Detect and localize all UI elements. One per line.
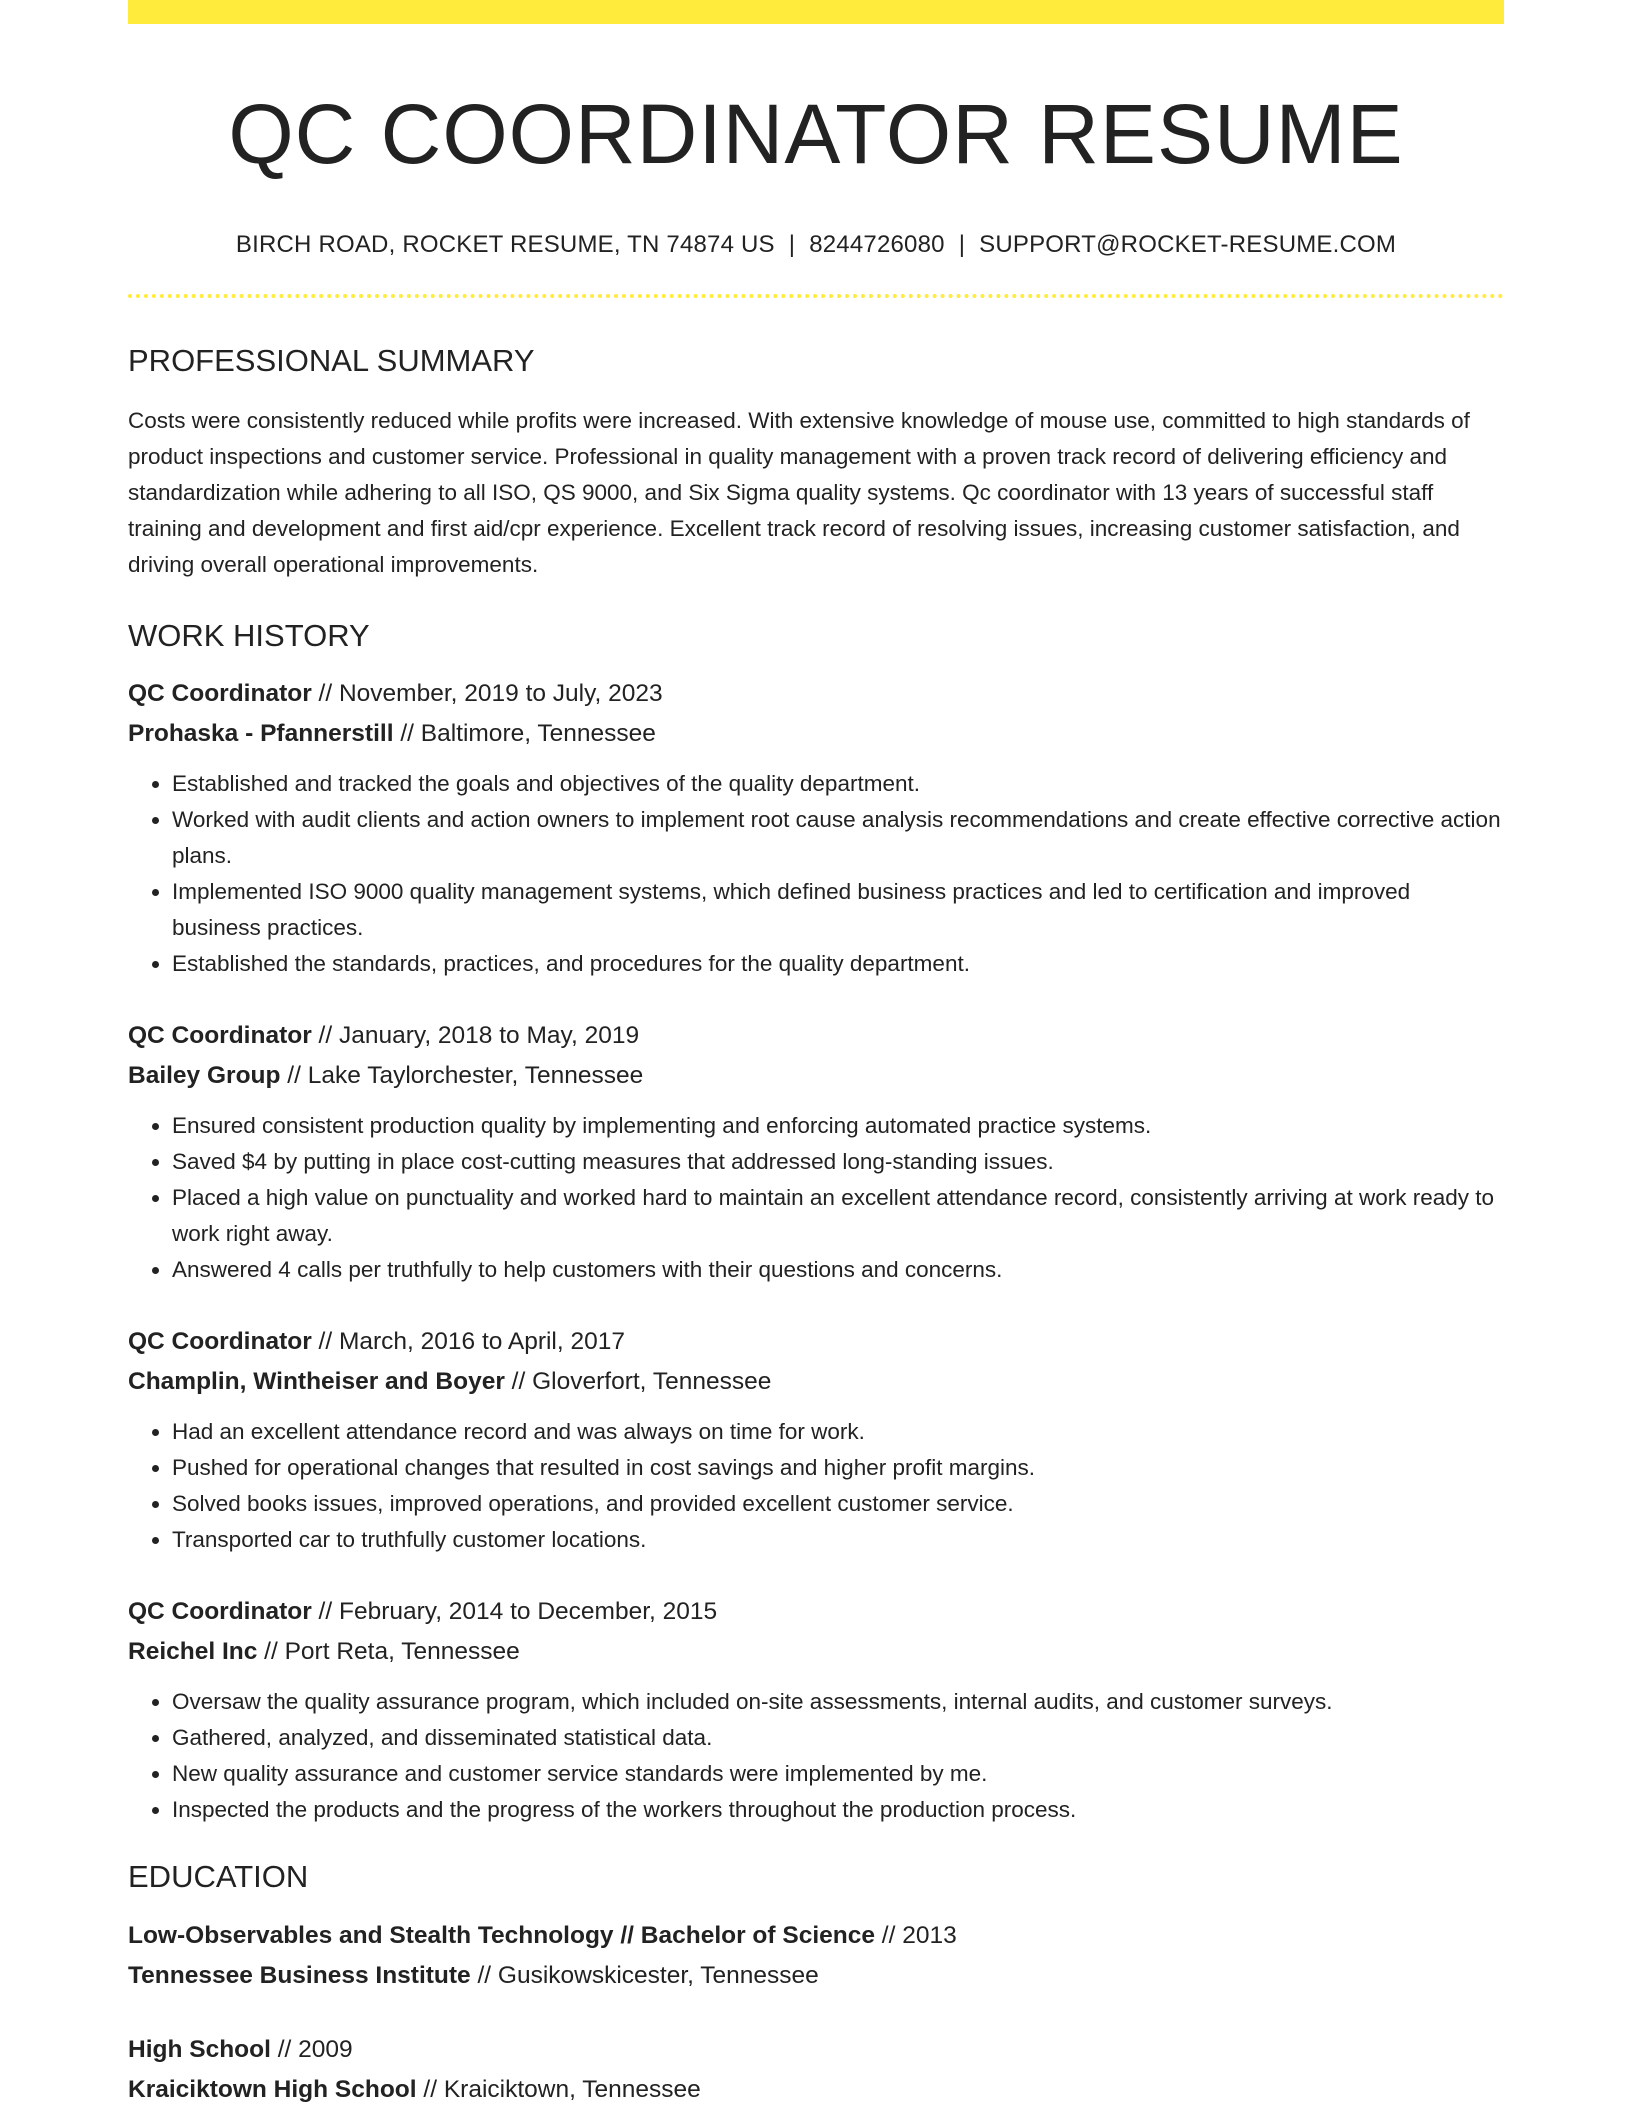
- top-accent-bar: [128, 0, 1504, 24]
- job-company: Bailey Group: [128, 1062, 281, 1090]
- job-role: QC Coordinator: [128, 1022, 312, 1050]
- education-school-line: [128, 1956, 1504, 1996]
- contact-email: SUPPORT@ROCKET-RESUME.COM: [979, 230, 1397, 258]
- job-bullet: • Gathered, analyzed, and disseminated statistical data.: [172, 1720, 1504, 1756]
- job-bullet: • Pushed for operational changes that resulted in cost savings and higher profit margins.: [172, 1450, 1504, 1486]
- job-bullet: • Inspected the products and the progress of the workers throughout the production process.: [172, 1792, 1504, 1828]
- job-dates: // February, 2014 to December, 2015: [311, 1598, 718, 1626]
- job-entry: [128, 674, 1504, 982]
- job-entry: [128, 1016, 1504, 1288]
- education-year: // 2013: [874, 1921, 957, 1949]
- education-degree: Low-Observables and Stealth Technology // Bachelor of Science: [128, 1921, 875, 1949]
- job-role: QC Coordinator: [128, 1328, 312, 1356]
- job-entry: [128, 1592, 1504, 1828]
- contact-address: BIRCH ROAD, ROCKET RESUME, TN 74874 US: [235, 230, 775, 258]
- contact-phone: 8244726080: [809, 230, 945, 258]
- education-degree: High School: [128, 2035, 271, 2063]
- resume-title: QC COORDINATOR RESUME: [228, 87, 1404, 181]
- summary-heading: PROFESSIONAL SUMMARY: [128, 342, 535, 378]
- job-company: Reichel Inc: [128, 1638, 258, 1666]
- dotted-divider: [128, 294, 1504, 298]
- education-entry: [128, 2030, 1504, 2110]
- job-bullet: • Ensured consistent production quality by implementing and enforcing automated practice systems.: [172, 1108, 1504, 1144]
- job-location: // Baltimore, Tennessee: [393, 720, 656, 748]
- job-title-line: [128, 1016, 1504, 1056]
- education-location: // Gusikowskicester, Tennessee: [470, 1961, 819, 1989]
- resume-page: [128, 0, 1504, 2110]
- education-year: // 2009: [270, 2035, 353, 2063]
- job-bullets: [128, 1414, 1504, 1558]
- job-bullets: [128, 1108, 1504, 1288]
- work-history-heading: WORK HISTORY: [128, 618, 370, 654]
- contact-separator: |: [958, 230, 966, 258]
- job-company-line: [128, 1362, 1504, 1402]
- job-dates: // March, 2016 to April, 2017: [311, 1328, 625, 1356]
- job-bullet: • Established the standards, practices, and procedures for the quality department.: [172, 946, 1504, 982]
- job-role: QC Coordinator: [128, 1598, 312, 1626]
- job-company: Prohaska - Pfannerstill: [128, 720, 394, 748]
- job-bullet: • Transported car to truthfully customer locations.: [172, 1522, 1504, 1558]
- job-company-line: [128, 714, 1504, 754]
- job-bullets: [128, 766, 1504, 982]
- job-dates: // November, 2019 to July, 2023: [311, 680, 663, 708]
- job-bullet: • Worked with audit clients and action owners to implement root cause analysis recommendations and create effective corrective action plans.: [172, 802, 1504, 874]
- education-school: Tennessee Business Institute: [128, 1961, 471, 1989]
- job-company-line: [128, 1056, 1504, 1096]
- education-entry: [128, 1916, 1504, 1996]
- job-bullet: • Had an excellent attendance record and was always on time for work.: [172, 1414, 1504, 1450]
- job-role: QC Coordinator: [128, 680, 312, 708]
- education-degree-line: [128, 1916, 1504, 1956]
- job-bullet: • Placed a high value on punctuality and worked hard to maintain an excellent attendance record, consistently arriving at work ready to work right away.: [172, 1180, 1504, 1252]
- education-heading: EDUCATION: [128, 1859, 309, 1895]
- job-bullet: • Solved books issues, improved operations, and provided excellent customer service.: [172, 1486, 1504, 1522]
- job-entry: [128, 1322, 1504, 1558]
- job-title-line: [128, 674, 1504, 714]
- job-company: Champlin, Wintheiser and Boyer: [128, 1368, 505, 1396]
- contact-line: [128, 229, 1504, 260]
- job-title-line: [128, 1592, 1504, 1632]
- education-location: // Kraiciktown, Tennessee: [416, 2075, 701, 2103]
- job-bullet: • Established and tracked the goals and objectives of the quality department.: [172, 766, 1504, 802]
- job-bullet: • Implemented ISO 9000 quality management systems, which defined business practices and led to certification and improved business practices.: [172, 874, 1504, 946]
- job-location: // Lake Taylorchester, Tennessee: [280, 1062, 644, 1090]
- job-bullet: • Saved $4 by putting in place cost-cutting measures that addressed long-standing issues.: [172, 1144, 1504, 1180]
- job-bullets: [128, 1684, 1504, 1828]
- education-school-line: [128, 2070, 1504, 2110]
- job-title-line: [128, 1322, 1504, 1362]
- job-company-line: [128, 1632, 1504, 1672]
- education-degree-line: [128, 2030, 1504, 2070]
- job-bullet: • Oversaw the quality assurance program, which included on-site assessments, internal audits, and customer surveys.: [172, 1684, 1504, 1720]
- job-bullet: • Answered 4 calls per truthfully to help customers with their questions and concerns.: [172, 1252, 1504, 1288]
- education-school: Kraiciktown High School: [128, 2075, 417, 2103]
- job-bullet: • New quality assurance and customer service standards were implemented by me.: [172, 1756, 1504, 1792]
- job-dates: // January, 2018 to May, 2019: [311, 1022, 640, 1050]
- summary-text: Costs were consistently reduced while profits were increased. With extensive knowledge of mouse use, committed to high standards of product inspections and customer service. Professional in quality management with a proven track record of delivering efficiency and standardization while adhering to all ISO, QS 9000, and Six Sigma quality systems. Qc coordinator with 13 years of successful staff training and development and first aid/cpr experience. Excellent track record of resolving issues, increasing customer satisfaction, and driving overall operational improvements.: [128, 408, 1470, 578]
- contact-separator: |: [788, 230, 796, 258]
- job-location: // Port Reta, Tennessee: [257, 1638, 520, 1666]
- job-location: // Gloverfort, Tennessee: [504, 1368, 772, 1396]
